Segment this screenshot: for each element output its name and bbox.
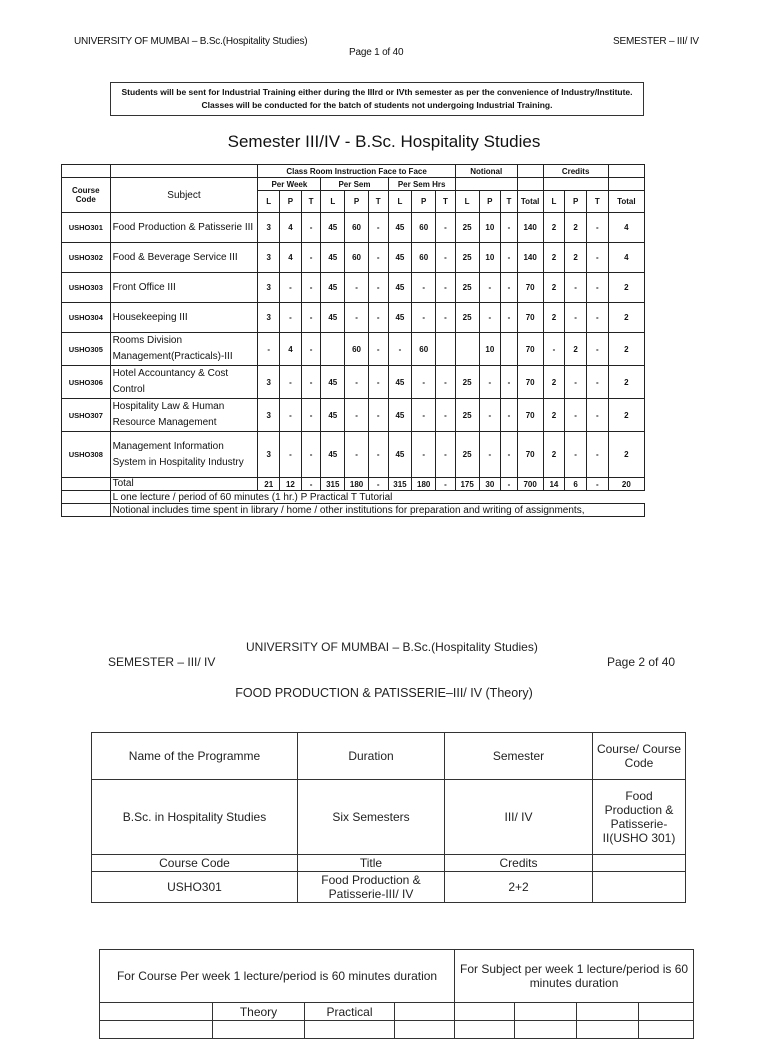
practical-header: Practical: [305, 1003, 395, 1021]
semester-value: III/ IV: [445, 780, 593, 855]
course-value-cell: 45: [388, 243, 412, 273]
course-value-cell: 60: [345, 333, 369, 366]
course-value-cell: -: [565, 366, 587, 399]
subject-name: Hotel Accountancy & Cost Control: [110, 366, 258, 399]
course-value-cell: -: [501, 432, 518, 478]
subject-header: Subject: [110, 178, 258, 213]
course-value-cell: -: [301, 432, 321, 478]
course-value-cell: 25: [455, 432, 479, 478]
programme-name-header: Name of the Programme: [92, 733, 298, 780]
subject-name: Food & Beverage Service III: [110, 243, 258, 273]
course-value-cell: -: [479, 399, 501, 432]
course-value-cell: 45: [388, 432, 412, 478]
course-value-cell: -: [501, 303, 518, 333]
course-value-cell: 25: [455, 399, 479, 432]
col-total: Total: [608, 191, 644, 213]
course-value-cell: -: [345, 303, 369, 333]
course-value-cell: 60: [345, 213, 369, 243]
theory-header: Theory: [213, 1003, 305, 1021]
notional-header: Notional: [455, 165, 517, 178]
course-row: [62, 366, 645, 399]
course-value-cell: -: [501, 213, 518, 243]
course-value-cell: -: [280, 399, 302, 432]
col-p: P: [412, 191, 436, 213]
page2-header-university: UNIVERSITY OF MUMBAI – B.Sc.(Hospitality Studies): [246, 640, 538, 654]
course-row: [62, 243, 645, 273]
course-value-cell: -: [258, 333, 280, 366]
course-value-cell: 45: [321, 366, 345, 399]
course-code: USHO308: [62, 432, 111, 478]
course-value-cell: -: [586, 243, 608, 273]
course-value-cell: 2: [543, 303, 565, 333]
course-value-cell: 2: [608, 333, 644, 366]
course-value-cell: -: [586, 273, 608, 303]
credits-value: 2+2: [445, 872, 593, 903]
total-cell: -: [368, 478, 388, 491]
col-t: T: [436, 191, 456, 213]
semester-course-table: [61, 164, 645, 517]
col-l: L: [455, 191, 479, 213]
course-value-cell: -: [501, 273, 518, 303]
course-value-cell: 70: [517, 366, 543, 399]
subject-name: Front Office III: [110, 273, 258, 303]
course-value-cell: 70: [517, 303, 543, 333]
course-row: [62, 303, 645, 333]
course-value-cell: -: [301, 366, 321, 399]
programme-name-value: B.Sc. in Hospitality Studies: [92, 780, 298, 855]
course-code: USHO304: [62, 303, 111, 333]
course-value-cell: 45: [388, 399, 412, 432]
page2-page-number: Page 2 of 40: [607, 655, 676, 669]
course-value-cell: 2: [608, 303, 644, 333]
course-value-cell: -: [565, 399, 587, 432]
course-value-cell: 45: [321, 243, 345, 273]
course-value-cell: [321, 333, 345, 366]
total-cell: 6: [565, 478, 587, 491]
lecture-duration-table: [99, 949, 694, 1039]
page1-header-university: UNIVERSITY OF MUMBAI – B.Sc.(Hospitality Studies): [74, 36, 308, 47]
course-value-cell: -: [586, 432, 608, 478]
course-value-cell: -: [586, 333, 608, 366]
course-value-cell: 2: [565, 333, 587, 366]
total-cell: 315: [388, 478, 412, 491]
page1-header-semester: SEMESTER – III/ IV: [613, 36, 699, 47]
course-value-cell: 25: [455, 243, 479, 273]
course-value-cell: -: [368, 366, 388, 399]
course-value-cell: -: [479, 273, 501, 303]
subject-lecture-header: For Subject per week 1 lecture/period is 60 minutes duration: [455, 950, 694, 1003]
course-value-cell: 3: [258, 366, 280, 399]
course-value-cell: -: [280, 432, 302, 478]
course-value-cell: -: [301, 213, 321, 243]
course-value-cell: 4: [280, 213, 302, 243]
course-value-cell: 4: [608, 243, 644, 273]
course-value-cell: 2: [543, 243, 565, 273]
course-value-cell: 140: [517, 243, 543, 273]
course-value-cell: 3: [258, 303, 280, 333]
col-l: L: [321, 191, 345, 213]
course-value-cell: -: [412, 432, 436, 478]
course-value-cell: 2: [608, 432, 644, 478]
course-value-cell: -: [345, 399, 369, 432]
total-cell: 175: [455, 478, 479, 491]
course-value-cell: -: [565, 432, 587, 478]
course-value: Food Production & Patisserie-II(USHO 301): [593, 780, 686, 855]
course-value-cell: -: [368, 273, 388, 303]
course-value-cell: 45: [321, 303, 345, 333]
credits-header: Credits: [445, 855, 593, 872]
course-value-cell: 45: [321, 213, 345, 243]
course-value-cell: -: [586, 366, 608, 399]
course-subtitle: FOOD PRODUCTION & PATISSERIE–III/ IV (Theory): [235, 686, 533, 700]
course-value-cell: 4: [280, 243, 302, 273]
course-value-cell: -: [479, 432, 501, 478]
course-value-cell: -: [436, 432, 456, 478]
course-value-cell: 45: [388, 366, 412, 399]
course-value-cell: -: [280, 366, 302, 399]
subject-name: Food Production & Patisserie III: [110, 213, 258, 243]
course-value-cell: -: [501, 366, 518, 399]
course-value-cell: 60: [412, 243, 436, 273]
course-value-cell: -: [301, 303, 321, 333]
course-value-cell: 140: [517, 213, 543, 243]
course-value-cell: -: [479, 303, 501, 333]
col-t: T: [501, 191, 518, 213]
total-cell: 180: [412, 478, 436, 491]
total-cell: -: [501, 478, 518, 491]
total-cell: 12: [280, 478, 302, 491]
total-cell: 20: [608, 478, 644, 491]
legend-note: L one lecture / period of 60 minutes (1 hr.) P Practical T Tutorial: [110, 491, 644, 504]
course-value-cell: 25: [455, 213, 479, 243]
course-code: USHO303: [62, 273, 111, 303]
col-p: P: [479, 191, 501, 213]
course-value-cell: -: [368, 333, 388, 366]
total-cell: -: [586, 478, 608, 491]
subject-name: Housekeeping III: [110, 303, 258, 333]
duration-header: Duration: [298, 733, 445, 780]
col-p: P: [280, 191, 302, 213]
page1-page-number: Page 1 of 40: [349, 47, 404, 58]
course-value-cell: -: [280, 303, 302, 333]
course-value-cell: 3: [258, 213, 280, 243]
course-value-cell: 45: [388, 303, 412, 333]
course-value-cell: -: [565, 273, 587, 303]
course-value-cell: 2: [608, 273, 644, 303]
course-value-cell: 2: [543, 399, 565, 432]
total-cell: 14: [543, 478, 565, 491]
course-value-cell: 70: [517, 273, 543, 303]
industrial-training-notice: [110, 82, 644, 116]
total-cell: 21: [258, 478, 280, 491]
col-t: T: [368, 191, 388, 213]
notional-note: Notional includes time spent in library / home / other institutions for preparation and writing of assignments,: [110, 504, 644, 517]
credits-header: Credits: [543, 165, 608, 178]
course-code-header: Course Code: [92, 855, 298, 872]
notice-line-2: Classes will be conducted for the batch of students not undergoing Industrial Training.: [201, 100, 553, 110]
total-cell: 180: [345, 478, 369, 491]
course-value-cell: 60: [345, 243, 369, 273]
per-week-header: Per Week: [258, 178, 321, 191]
course-lecture-header: For Course Per week 1 lecture/period is 60 minutes duration: [100, 950, 455, 1003]
course-value-cell: 3: [258, 273, 280, 303]
course-value-cell: -: [345, 366, 369, 399]
course-value-cell: [501, 333, 518, 366]
course-value-cell: -: [543, 333, 565, 366]
programme-table: [91, 732, 686, 903]
course-value-cell: 2: [608, 399, 644, 432]
semester-header: Semester: [445, 733, 593, 780]
col-l: L: [543, 191, 565, 213]
course-value-cell: -: [345, 432, 369, 478]
notice-line-1: Students will be sent for Industrial Training either during the IIIrd or IVth semester as per the convenience of Industry/Institute.: [121, 87, 633, 97]
total-cell: 30: [479, 478, 501, 491]
course-value-cell: 70: [517, 432, 543, 478]
col-t: T: [586, 191, 608, 213]
course-value-cell: -: [301, 273, 321, 303]
course-value-cell: -: [368, 432, 388, 478]
course-value-cell: 45: [388, 213, 412, 243]
course-value-cell: -: [565, 303, 587, 333]
course-value-cell: 3: [258, 243, 280, 273]
course-value-cell: -: [368, 303, 388, 333]
course-value-cell: 45: [388, 273, 412, 303]
course-row: [62, 333, 645, 366]
course-value-cell: -: [586, 399, 608, 432]
course-row: [62, 399, 645, 432]
course-value-cell: 60: [412, 213, 436, 243]
total-cell: -: [301, 478, 321, 491]
course-value-cell: 2: [543, 432, 565, 478]
course-value-cell: 45: [321, 273, 345, 303]
course-value-cell: -: [412, 399, 436, 432]
course-value-cell: -: [368, 399, 388, 432]
course-value-cell: -: [436, 303, 456, 333]
course-value-cell: [436, 333, 456, 366]
course-value-cell: -: [388, 333, 412, 366]
course-value-cell: -: [368, 213, 388, 243]
course-value-cell: 2: [565, 243, 587, 273]
course-code: USHO307: [62, 399, 111, 432]
title-header: Title: [298, 855, 445, 872]
course-value-cell: -: [436, 243, 456, 273]
subject-name: Hospitality Law & Human Resource Management: [110, 399, 258, 432]
course-value-cell: -: [501, 399, 518, 432]
col-t: T: [301, 191, 321, 213]
course-value-cell: -: [436, 213, 456, 243]
col-p: P: [565, 191, 587, 213]
course-value-cell: -: [479, 366, 501, 399]
per-sem-header: Per Sem: [321, 178, 388, 191]
course-value-cell: -: [412, 303, 436, 333]
course-value-cell: 4: [280, 333, 302, 366]
subject-name: Rooms Division Management(Practicals)-III: [110, 333, 258, 366]
course-code-header: Course Code: [62, 178, 111, 213]
course-value-cell: 45: [321, 399, 345, 432]
course-value-cell: -: [586, 303, 608, 333]
duration-value: Six Semesters: [298, 780, 445, 855]
course-value-cell: 2: [543, 366, 565, 399]
page2-header-semester: SEMESTER – III/ IV: [108, 655, 216, 669]
course-code-value: USHO301: [92, 872, 298, 903]
course-code: USHO305: [62, 333, 111, 366]
total-cell: 700: [517, 478, 543, 491]
per-sem-hrs-header: Per Sem Hrs: [388, 178, 455, 191]
total-label: Total: [110, 478, 258, 491]
course-value-cell: 10: [479, 213, 501, 243]
semester-title: Semester III/IV - B.Sc. Hospitality Studies: [227, 132, 541, 151]
col-total: Total: [517, 191, 543, 213]
course-value-cell: -: [301, 399, 321, 432]
course-value-cell: -: [436, 366, 456, 399]
course-row: [62, 273, 645, 303]
course-row: [62, 213, 645, 243]
course-value-cell: -: [368, 243, 388, 273]
course-code: USHO306: [62, 366, 111, 399]
course-value-cell: -: [280, 273, 302, 303]
subject-name: Management Information System in Hospitality Industry: [110, 432, 258, 478]
course-value-cell: -: [345, 273, 369, 303]
course-value-cell: 45: [321, 432, 345, 478]
course-value-cell: 25: [455, 303, 479, 333]
course-value-cell: -: [412, 273, 436, 303]
col-l: L: [258, 191, 280, 213]
course-value-cell: -: [501, 243, 518, 273]
course-value-cell: 2: [565, 213, 587, 243]
total-cell: 315: [321, 478, 345, 491]
course-code: USHO301: [62, 213, 111, 243]
course-value-cell: 3: [258, 432, 280, 478]
course-value-cell: -: [301, 333, 321, 366]
course-value-cell: 25: [455, 273, 479, 303]
total-cell: -: [436, 478, 456, 491]
col-p: P: [345, 191, 369, 213]
course-value-cell: 10: [479, 333, 501, 366]
course-value-cell: 70: [517, 399, 543, 432]
course-value-cell: 4: [608, 213, 644, 243]
course-value-cell: -: [436, 273, 456, 303]
course-value-cell: -: [301, 243, 321, 273]
course-value-cell: 3: [258, 399, 280, 432]
course-value-cell: -: [412, 366, 436, 399]
course-value-cell: 2: [608, 366, 644, 399]
col-l: L: [388, 191, 412, 213]
course-value-cell: 70: [517, 333, 543, 366]
classroom-instruction-header: Class Room Instruction Face to Face: [258, 165, 455, 178]
course-value-cell: 60: [412, 333, 436, 366]
course-value-cell: -: [586, 213, 608, 243]
course-row: [62, 432, 645, 478]
course-code: USHO302: [62, 243, 111, 273]
course-value-cell: 10: [479, 243, 501, 273]
course-value-cell: 2: [543, 273, 565, 303]
course-header: Course/ Course Code: [593, 733, 686, 780]
course-value-cell: 2: [543, 213, 565, 243]
course-value-cell: -: [436, 399, 456, 432]
course-value-cell: [455, 333, 479, 366]
title-value: Food Production & Patisserie-III/ IV: [298, 872, 445, 903]
course-value-cell: 25: [455, 366, 479, 399]
